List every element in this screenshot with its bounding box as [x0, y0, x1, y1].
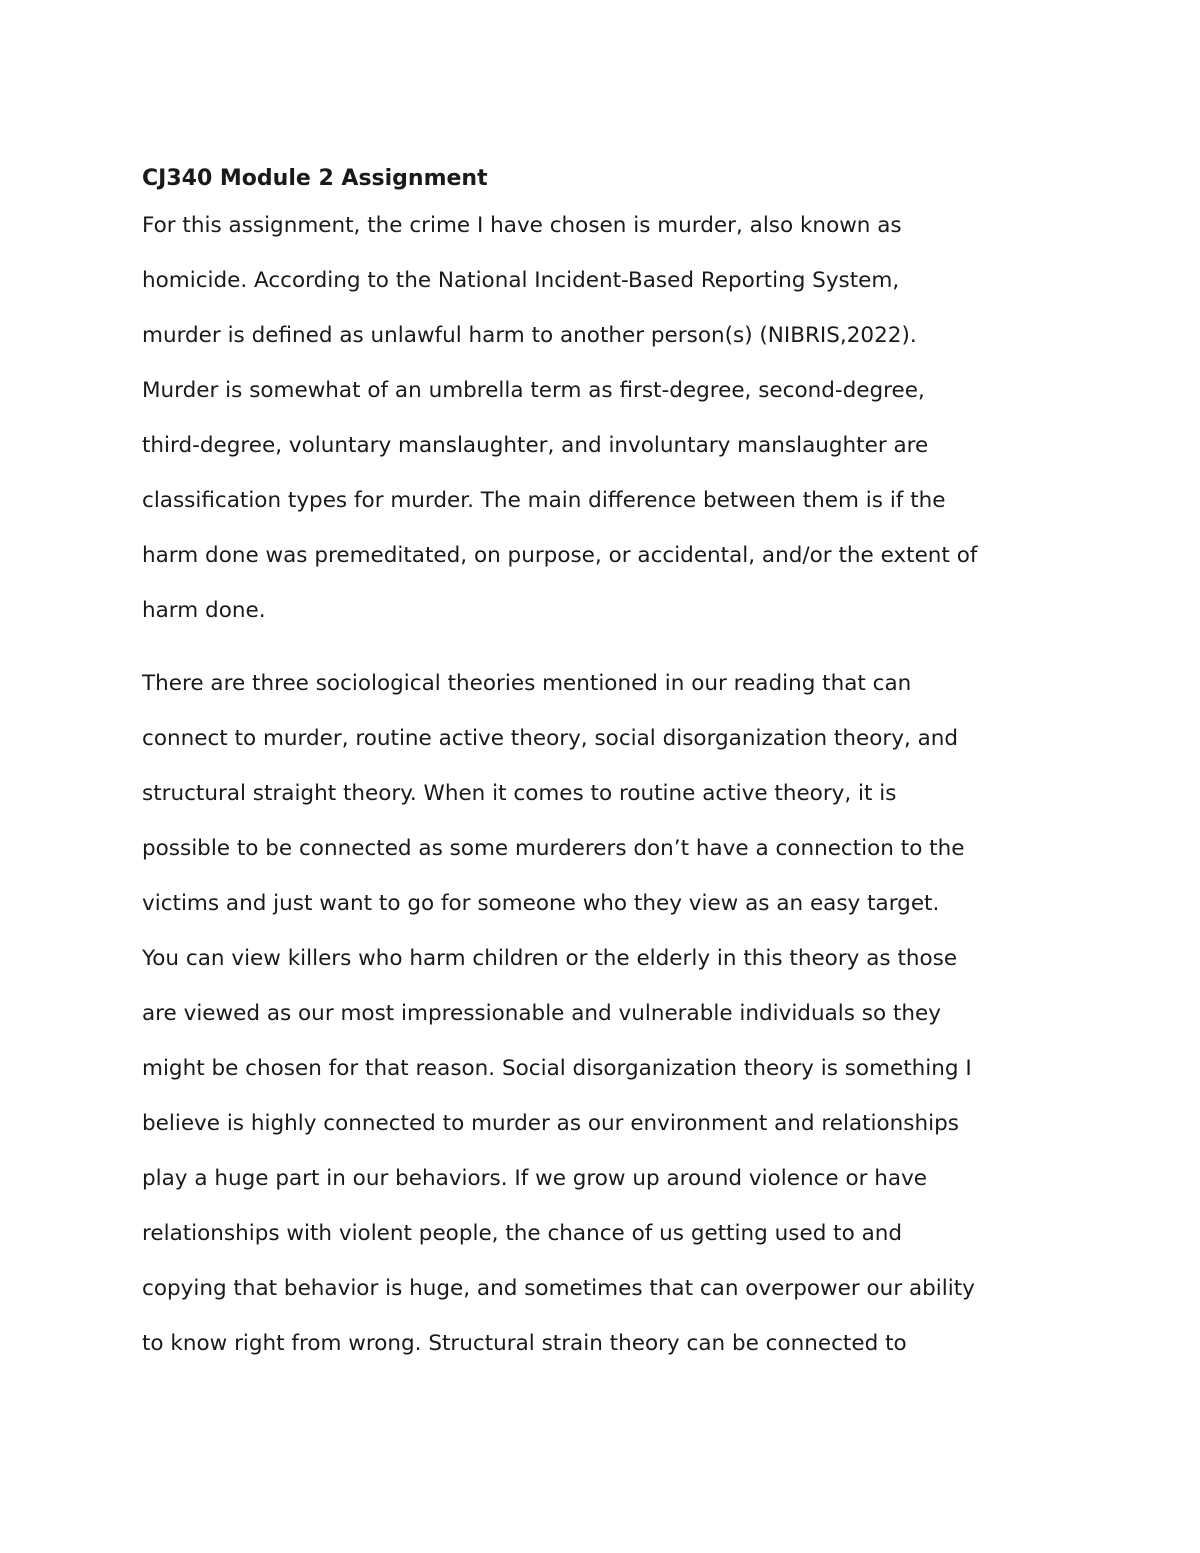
text-line: homicide. According to the National Incident-Based Reporting System, — [142, 268, 900, 293]
text-line: possible to be connected as some murderers don’t have a connection to the — [142, 836, 965, 861]
text-line: to know right from wrong. Structural strain theory can be connected to — [142, 1331, 907, 1356]
paragraph-2 — [142, 656, 1082, 1371]
text-line: might be chosen for that reason. Social disorganization theory is something I — [142, 1056, 972, 1081]
text-line: For this assignment, the crime I have chosen is murder, also known as — [142, 213, 902, 238]
text-line: You can view killers who harm children or the elderly in this theory as those — [142, 946, 958, 971]
text-line: murder is defined as unlawful harm to another person(s) (NIBRIS,2022). — [142, 323, 917, 348]
text-line: believe is highly connected to murder as our environment and relationships — [142, 1111, 959, 1136]
text-line: harm done was premeditated, on purpose, or accidental, and/or the extent of — [142, 543, 978, 568]
paragraph-1 — [142, 198, 1082, 638]
text-line: third-degree, voluntary manslaughter, and involuntary manslaughter are — [142, 433, 929, 458]
document-body — [142, 160, 1082, 1371]
text-line: victims and just want to go for someone who they view as an easy target. — [142, 891, 940, 916]
document-title: CJ340 Module 2 Assignment — [142, 166, 488, 191]
text-line: classification types for murder. The main difference between them is if the — [142, 488, 946, 513]
text-line: copying that behavior is huge, and sometimes that can overpower our ability — [142, 1276, 975, 1301]
text-line: connect to murder, routine active theory, social disorganization theory, and — [142, 726, 959, 751]
text-line: play a huge part in our behaviors. If we grow up around violence or have — [142, 1166, 928, 1191]
text-line: There are three sociological theories mentioned in our reading that can — [142, 671, 912, 696]
text-line: structural straight theory. When it comes to routine active theory, it is — [142, 781, 897, 806]
text-line: harm done. — [142, 598, 266, 623]
text-line: relationships with violent people, the chance of us getting used to and — [142, 1221, 903, 1246]
text-line: are viewed as our most impressionable and vulnerable individuals so they — [142, 1001, 941, 1026]
text-line: Murder is somewhat of an umbrella term as first-degree, second-degree, — [142, 378, 925, 403]
